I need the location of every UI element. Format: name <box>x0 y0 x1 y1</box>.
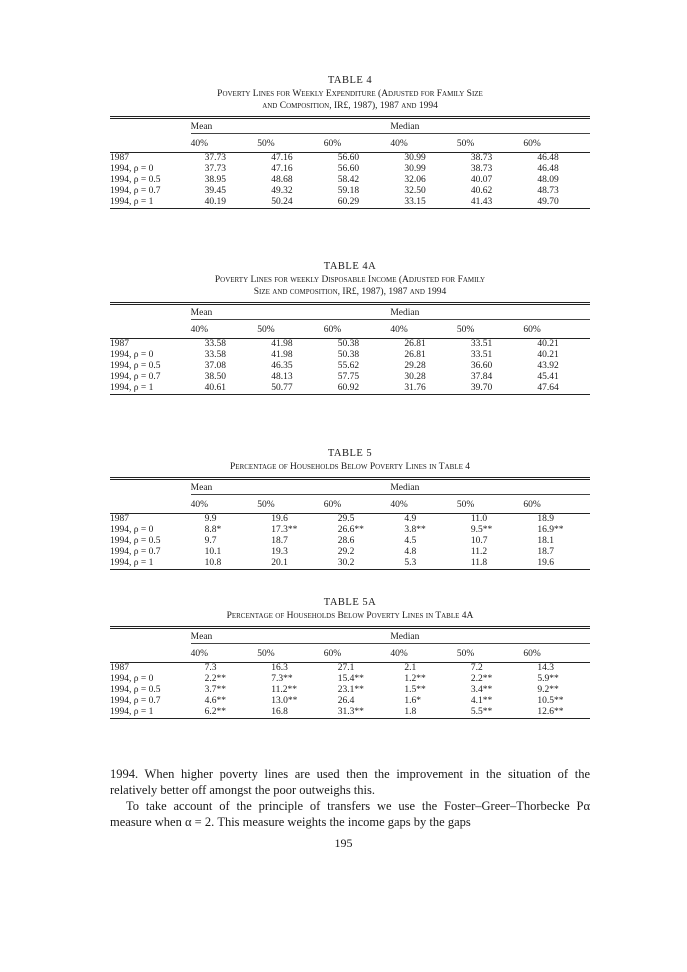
table-cell: 41.98 <box>271 350 293 360</box>
group-header-mean <box>191 480 391 497</box>
group-label: Median <box>390 483 590 495</box>
table-cell: 40.19 <box>204 197 227 207</box>
table-caption-line: Percentage of Households Below Poverty Lines in Table 4A <box>226 611 474 621</box>
table-cell: 4.6** <box>204 696 227 706</box>
column-header: 50% <box>257 646 324 663</box>
column-header: 60% <box>523 646 590 663</box>
row-label: 1994, ρ = 1 <box>110 383 154 393</box>
table-cell: 19.6 <box>537 558 555 568</box>
table-cell: 9.9 <box>204 514 217 524</box>
row-label: 1994, ρ = 0 <box>110 525 154 535</box>
body-paragraph: To take account of the principle of transfers we use the Foster–Greer–Thorbecke Pα measure when α = 2. This measure weights the income gaps by the gaps <box>110 799 590 829</box>
table-cell: 58.42 <box>337 175 360 185</box>
table-cell: 16.3 <box>271 663 288 673</box>
stub-header <box>110 305 191 322</box>
table-cell: 29.5 <box>337 514 355 524</box>
table-cell: 14.3 <box>537 663 555 673</box>
table-cell: 47.16 <box>271 153 293 163</box>
column-group-row <box>110 119 590 136</box>
table-cell: 33.51 <box>470 339 493 349</box>
table-cell: 50.77 <box>271 383 293 393</box>
column-header: 50% <box>457 646 524 663</box>
table-cell: 19.6 <box>271 514 288 524</box>
table-row <box>110 361 590 372</box>
table-cell: 47.64 <box>537 383 559 393</box>
table-cell: 7.3 <box>204 663 217 673</box>
group-header-median <box>390 305 590 322</box>
table-cell: 17.3** <box>271 525 298 535</box>
stub-header <box>110 322 191 339</box>
row-label: 1994, ρ = 0.7 <box>110 186 161 196</box>
table-cell: 50.24 <box>271 197 293 207</box>
column-header: 50% <box>457 497 524 514</box>
table-cell: 32.06 <box>404 175 426 185</box>
table-cell: 47.16 <box>271 164 293 174</box>
table-cell: 4.1** <box>470 696 493 706</box>
table-cell: 12.6** <box>537 707 564 717</box>
group-label: Mean <box>191 308 391 320</box>
group-header-mean <box>191 305 391 322</box>
table-bottom-rule <box>110 208 590 209</box>
table-cell: 1.6* <box>404 696 421 706</box>
table-cell: 18.9 <box>537 514 555 524</box>
table-caption-line: Percentage of Households Below Poverty Lines in Table 4 <box>230 462 470 472</box>
page-number: 195 <box>334 836 353 850</box>
row-label: 1994, ρ = 0.5 <box>110 685 161 695</box>
table-cell: 48.73 <box>537 186 559 196</box>
table-cell: 1.2** <box>404 674 426 684</box>
table-row <box>110 696 590 707</box>
row-label: 1994, ρ = 1 <box>110 558 154 568</box>
table-row <box>110 558 590 569</box>
table-row <box>110 350 590 361</box>
table-cell: 26.4 <box>337 696 355 706</box>
column-header-row <box>110 646 590 663</box>
table-cell: 30.2 <box>337 558 355 568</box>
table-5-block <box>110 447 590 570</box>
table-cell: 16.8 <box>271 707 288 717</box>
table-cell: 20.1 <box>271 558 288 568</box>
row-label: 1987 <box>110 153 129 163</box>
table-cell: 18.7 <box>271 536 288 546</box>
table-title: TABLE 5A <box>323 597 377 608</box>
table-cell: 41.98 <box>271 339 293 349</box>
group-header-median <box>390 629 590 646</box>
row-label: 1994, ρ = 0 <box>110 350 154 360</box>
table-title: TABLE 4A <box>323 261 377 272</box>
column-header-row <box>110 497 590 514</box>
table-cell: 8.8* <box>204 525 222 535</box>
table-row <box>110 339 590 351</box>
table-cell: 60.29 <box>337 197 360 207</box>
column-group-row <box>110 629 590 646</box>
table-row <box>110 536 590 547</box>
stub-header <box>110 629 191 646</box>
data-table <box>110 629 590 718</box>
table-cell: 29.28 <box>404 361 426 371</box>
table-cell: 5.9** <box>537 674 559 684</box>
group-label: Median <box>390 122 590 134</box>
table-cell: 29.2 <box>337 547 355 557</box>
column-header: 40% <box>390 136 457 153</box>
row-label: 1987 <box>110 663 129 673</box>
table-cell: 9.7 <box>204 536 217 546</box>
table-cell: 7.3** <box>271 674 293 684</box>
table-cell: 49.70 <box>537 197 559 207</box>
table-cell: 11.8 <box>470 558 488 568</box>
table-cell: 49.32 <box>271 186 293 196</box>
table-cell: 28.6 <box>337 536 355 546</box>
data-table <box>110 480 590 569</box>
column-header: 60% <box>324 646 391 663</box>
table-cell: 46.35 <box>271 361 293 371</box>
table-4a-block <box>110 260 590 395</box>
column-header: 50% <box>457 136 524 153</box>
table-cell: 2.1 <box>404 663 417 673</box>
row-label: 1994, ρ = 0.7 <box>110 547 161 557</box>
table-cell: 32.50 <box>404 186 426 196</box>
table-row <box>110 663 590 675</box>
table-row <box>110 153 590 165</box>
table-cell: 46.48 <box>537 164 559 174</box>
table-cell: 23.1** <box>337 685 364 695</box>
table-cell: 50.38 <box>337 350 360 360</box>
table-cell: 39.45 <box>204 186 227 196</box>
table-cell: 3.7** <box>204 685 227 695</box>
table-cell: 3.4** <box>470 685 493 695</box>
table-cell: 48.68 <box>271 175 293 185</box>
table-cell: 13.0** <box>271 696 298 706</box>
table-title: TABLE 5 <box>327 448 373 459</box>
table-cell: 9.2** <box>537 685 559 695</box>
table-cell: 40.21 <box>537 339 559 349</box>
row-label: 1987 <box>110 514 129 524</box>
column-header: 60% <box>324 322 391 339</box>
table-cell: 40.21 <box>537 350 559 360</box>
table-cell: 48.13 <box>271 372 293 382</box>
table-cell: 4.8 <box>404 547 417 557</box>
table-cell: 11.0 <box>470 514 488 524</box>
table-4-block <box>110 74 590 209</box>
column-header: 60% <box>523 136 590 153</box>
table-row <box>110 674 590 685</box>
table-cell: 38.50 <box>204 372 227 382</box>
group-label: Mean <box>191 122 391 134</box>
group-header-median <box>390 119 590 136</box>
table-cell: 60.92 <box>337 383 360 393</box>
table-cell: 5.3 <box>404 558 417 568</box>
table-cell: 37.08 <box>204 361 227 371</box>
column-header: 40% <box>390 322 457 339</box>
table-cell: 30.99 <box>404 164 426 174</box>
table-cell: 37.73 <box>204 153 227 163</box>
table-row <box>110 707 590 718</box>
table-cell: 59.18 <box>337 186 360 196</box>
row-label: 1994, ρ = 0.5 <box>110 536 161 546</box>
table-row <box>110 164 590 175</box>
group-header-median <box>390 480 590 497</box>
table-bottom-rule <box>110 569 590 570</box>
table-row <box>110 197 590 208</box>
table-cell: 26.6** <box>337 525 364 535</box>
row-label: 1994, ρ = 1 <box>110 707 154 717</box>
table-cell: 40.62 <box>470 186 493 196</box>
table-cell: 16.9** <box>537 525 564 535</box>
table-cell: 10.5** <box>537 696 564 706</box>
group-label: Mean <box>191 483 391 495</box>
column-header: 50% <box>257 497 324 514</box>
body-paragraph: 1994. When higher poverty lines are used then the improvement in the situation of the relatively better off amongst the poor outweighs this. <box>110 767 590 797</box>
table-row <box>110 175 590 186</box>
table-cell: 43.92 <box>537 361 559 371</box>
table-cell: 57.75 <box>337 372 360 382</box>
column-header-row <box>110 322 590 339</box>
table-caption-line: and Composition, IR£, 1987), 1987 and 1994 <box>262 101 438 111</box>
table-caption-line: Poverty Lines for weekly Disposable Income (Adjusted for Family <box>214 275 486 285</box>
table-cell: 56.60 <box>337 164 360 174</box>
table-cell: 6.2** <box>204 707 227 717</box>
table-cell: 55.62 <box>337 361 360 371</box>
table-row <box>110 685 590 696</box>
table-caption-line: Size and composition, IR£, 1987), 1987 and 1994 <box>253 287 447 297</box>
table-cell: 41.43 <box>470 197 493 207</box>
table-row <box>110 372 590 383</box>
table-cell: 4.5 <box>404 536 417 546</box>
data-table <box>110 305 590 394</box>
column-header: 50% <box>257 136 324 153</box>
stub-header <box>110 119 191 136</box>
table-cell: 7.2 <box>470 663 483 673</box>
column-header: 40% <box>390 646 457 663</box>
table-cell: 40.07 <box>470 175 493 185</box>
table-cell: 33.15 <box>404 197 426 207</box>
column-group-row <box>110 305 590 322</box>
table-cell: 3.8** <box>404 525 426 535</box>
table-cell: 27.1 <box>337 663 355 673</box>
stub-header <box>110 136 191 153</box>
table-cell: 1.8 <box>404 707 417 717</box>
table-cell: 38.73 <box>470 164 493 174</box>
table-cell: 2.2** <box>204 674 227 684</box>
column-group-row <box>110 480 590 497</box>
table-cell: 31.76 <box>404 383 426 393</box>
column-header: 40% <box>390 497 457 514</box>
column-header: 40% <box>191 136 258 153</box>
table-cell: 18.1 <box>537 536 555 546</box>
table-cell: 11.2 <box>470 547 488 557</box>
table-row <box>110 514 590 526</box>
column-header: 50% <box>257 322 324 339</box>
table-cell: 19.3 <box>271 547 288 557</box>
table-row <box>110 383 590 394</box>
table-cell: 37.84 <box>470 372 493 382</box>
table-cell: 1.5** <box>404 685 426 695</box>
table-title: TABLE 4 <box>327 75 373 86</box>
row-label: 1994, ρ = 0.5 <box>110 361 161 371</box>
table-cell: 31.3** <box>337 707 364 717</box>
table-row <box>110 547 590 558</box>
table-5a-block <box>110 596 590 719</box>
group-label: Median <box>390 308 590 320</box>
table-cell: 45.41 <box>537 372 559 382</box>
column-header: 40% <box>191 646 258 663</box>
row-label: 1994, ρ = 0 <box>110 674 154 684</box>
table-cell: 39.70 <box>470 383 493 393</box>
row-label: 1994, ρ = 1 <box>110 197 154 207</box>
stub-header <box>110 497 191 514</box>
row-label: 1994, ρ = 0.7 <box>110 372 161 382</box>
table-cell: 33.51 <box>470 350 493 360</box>
table-cell: 46.48 <box>537 153 559 163</box>
table-cell: 33.58 <box>204 350 227 360</box>
table-cell: 15.4** <box>337 674 364 684</box>
column-header-row <box>110 136 590 153</box>
table-cell: 30.28 <box>404 372 426 382</box>
stub-header <box>110 480 191 497</box>
column-header: 60% <box>324 497 391 514</box>
group-label: Mean <box>191 632 391 644</box>
column-header: 40% <box>191 322 258 339</box>
row-label: 1994, ρ = 0 <box>110 164 154 174</box>
table-bottom-rule <box>110 394 590 395</box>
table-cell: 33.58 <box>204 339 227 349</box>
table-cell: 10.7 <box>470 536 488 546</box>
table-cell: 10.1 <box>204 547 222 557</box>
column-header: 40% <box>191 497 258 514</box>
table-cell: 48.09 <box>537 175 559 185</box>
table-row <box>110 186 590 197</box>
table-cell: 30.99 <box>404 153 426 163</box>
table-cell: 56.60 <box>337 153 360 163</box>
table-cell: 40.61 <box>204 383 227 393</box>
stub-header <box>110 646 191 663</box>
group-header-mean <box>191 119 391 136</box>
data-table <box>110 119 590 208</box>
table-cell: 26.81 <box>404 350 426 360</box>
table-cell: 26.81 <box>404 339 426 349</box>
table-caption-line: Poverty Lines for Weekly Expenditure (Adjusted for Family Size <box>217 89 483 99</box>
row-label: 1994, ρ = 0.5 <box>110 175 161 185</box>
group-label: Median <box>390 632 590 644</box>
table-cell: 4.9 <box>404 514 417 524</box>
row-label: 1994, ρ = 0.7 <box>110 696 161 706</box>
table-cell: 11.2** <box>271 685 297 695</box>
table-cell: 50.38 <box>337 339 360 349</box>
group-header-mean <box>191 629 391 646</box>
table-cell: 2.2** <box>470 674 493 684</box>
column-header: 60% <box>324 136 391 153</box>
table-bottom-rule <box>110 718 590 719</box>
table-cell: 38.95 <box>204 175 227 185</box>
column-header: 60% <box>523 322 590 339</box>
table-cell: 9.5** <box>470 525 493 535</box>
table-cell: 37.73 <box>204 164 227 174</box>
column-header: 60% <box>523 497 590 514</box>
row-label: 1987 <box>110 339 129 349</box>
table-cell: 36.60 <box>470 361 493 371</box>
table-cell: 38.73 <box>470 153 493 163</box>
table-cell: 10.8 <box>204 558 222 568</box>
table-row <box>110 525 590 536</box>
table-cell: 5.5** <box>470 707 493 717</box>
column-header: 50% <box>457 322 524 339</box>
table-cell: 18.7 <box>537 547 555 557</box>
